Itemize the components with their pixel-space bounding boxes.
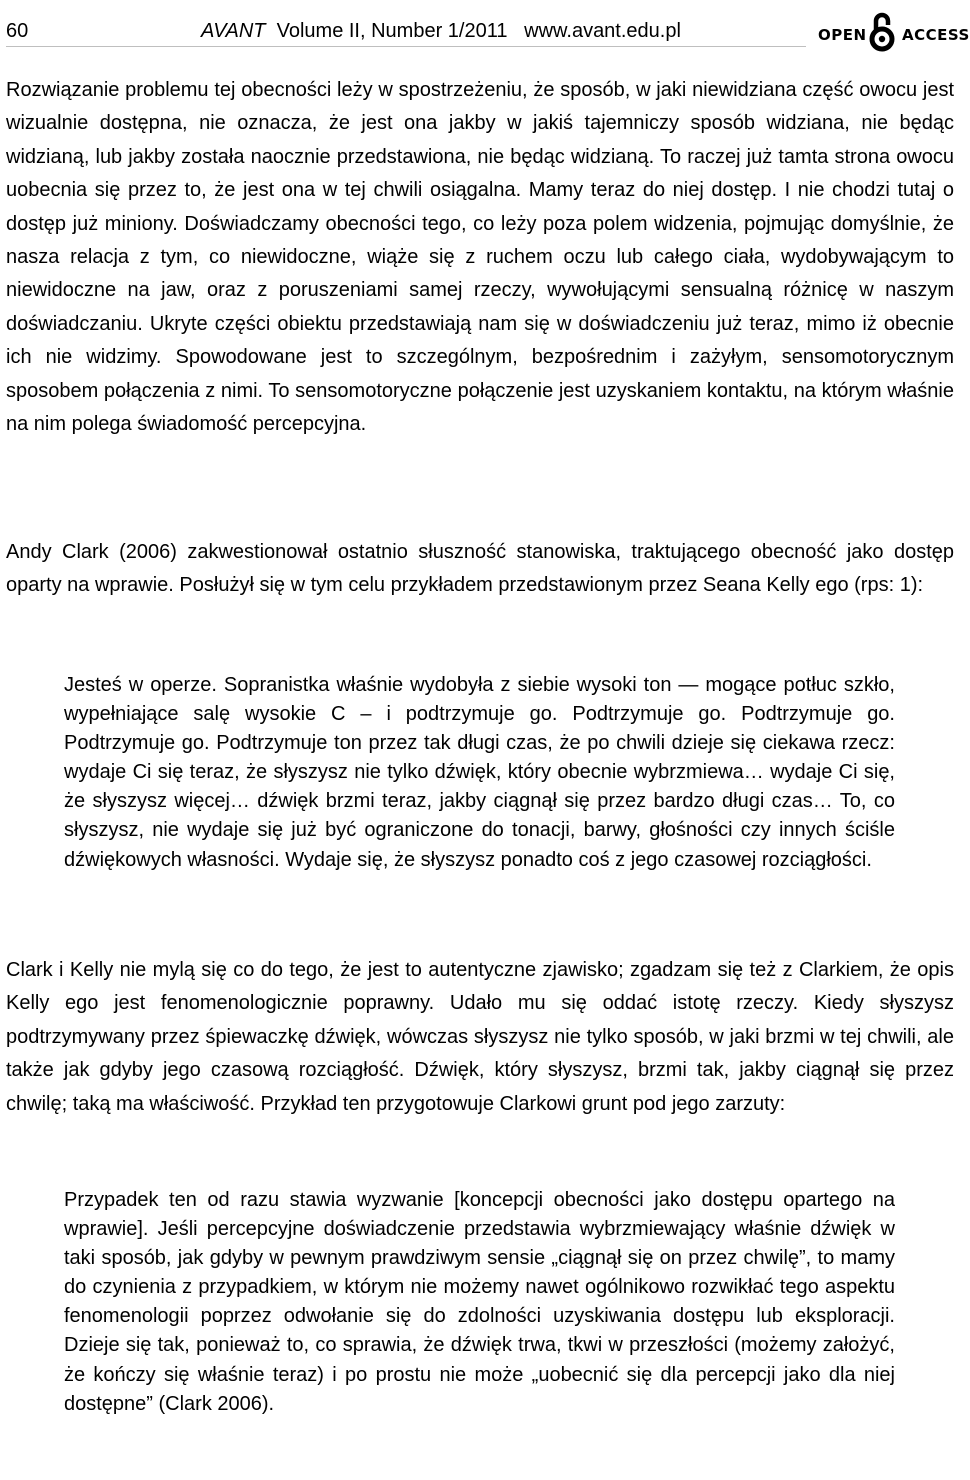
header-divider bbox=[6, 46, 806, 47]
block-quote-2: Przypadek ten od razu stawia wyzwanie [koncepcji obecności jako dostępu opartego na wprawie]. Jeśli percepcyjne doświadczenie przedstawia wybrzmiewający właśnie dźwięk w taki sposób, jak gdyby w pewnym prawdziwym sensie „ciągnął się on przez chwilę”, to mamy do czynienia z przypadkiem, w którym nie możemy nawet ogólnikowo rozwikłać tego aspektu fenomenologii poprzez odwołanie się do zdolności uzyskiwania dostępu lub eksploracji. Dzieje się tak, ponieważ to, co sprawia, że dźwięk trwa, tkwi w przeszłości (możemy założyć, że kończy się właśnie teraz) i po prostu nie może „uobecnić się dla percepcji jako dla niej dostępne” (Clark 2006). bbox=[64, 1189, 895, 1415]
open-access-logo bbox=[818, 12, 970, 52]
volume-info: Volume II, Number 1/2011 bbox=[276, 20, 508, 42]
open-access-left-text: OPEN bbox=[818, 26, 867, 44]
journal-info bbox=[201, 20, 681, 43]
open-access-right-text: ACCESS bbox=[902, 26, 970, 44]
journal-name: AVANT bbox=[201, 20, 266, 42]
page-header bbox=[6, 18, 970, 52]
body-paragraph-1: Rozwiązanie problemu tej obecności leży w spostrzeżeniu, że sposób, w jaki niewidziana część owocu jest wizualnie dostępna, nie oznacza, że jest ona jakby w jakiś tajemniczy sposób widziana, nie będąc widzianą, lub jakby została naocznie przedstawiona, nie będąc widzianą. To raczej już tamta strona owocu uobecnia się przez to, że jest ona w tej chwili osiągalna. Mamy teraz do niej dostęp. I nie chodzi tutaj o dostęp już miniony. Doświadczamy obecności tego, co leży poza polem widzenia, pojmując domyślnie, że nasza relacja z tym, co niewidoczne, wiąże się z ruchem oczu lub całego ciała, wydobywającym to niewidoczne na jaw, oraz z poruszeniami samej rzeczy, wywołującymi sensualną różnicę w naszym doświadczaniu. Ukryte części obiektu przedstawiają nam się w doświadczeniu już teraz, mimo iż obecnie ich nie widzimy. Spowodowane jest to szczególnym, bezpośrednim i zażyłym, sensomotorycznym sposobem połączenia z nimi. To sensomotoryczne połączenie jest uzyskaniem kontaktu, na którym właśnie na nim polega świadomość percepcyjna. bbox=[6, 79, 954, 436]
body-paragraph-3: Clark i Kelly nie mylą się co do tego, że jest to autentyczne zjawisko; zgadzam się też z Clarkiem, że opis Kelly ego jest fenomenologicznie poprawny. Udało mu się oddać istotę rzeczy. Kiedy słyszysz podtrzymywany przez śpiewaczkę dźwięk, wówczas słyszysz nie tylko sposób, w jaki brzmi w tej chwili, ale także jak gdyby jego czasową rozciągłość. Dźwięk, który słyszysz, brzmi tak, jakby ciągnął się przez chwilę; taką ma właściwość. Przykład ten przygotowuje Clarkowi grunt pod jego zarzuty: bbox=[6, 959, 954, 1115]
page-number: 60 bbox=[6, 20, 29, 42]
website-link[interactable]: www.avant.edu.pl bbox=[524, 20, 681, 42]
open-access-lock-icon bbox=[868, 12, 896, 52]
block-quote-1: Jesteś w operze. Sopranistka właśnie wydobyła z siebie wysoki ton — mogące potłuc szkło, wypełniające salę wysokie C – i podtrzymuje go. Podtrzymuje go. Podtrzymuje go. Podtrzymuje go. Podtrzymuje ton przez tak długi czas, że po chwili dzieje się ciekawa rzecz: wydaje Ci się teraz, że słyszysz nie tylko dźwięk, który obecnie wybrzmiewa… wydaje Ci się, że słyszysz więcej… dźwięk brzmi teraz, jakby ciągnął się przez bardzo długi czas… To, co słyszysz, nie wydaje się już być ograniczone do tonacji, barwy, głośności czy innych ściśle dźwiękowych własności. Wydaje się, że słyszysz ponadto coś z jego czasowej rozciągłości. bbox=[64, 674, 895, 871]
body-paragraph-2: Andy Clark (2006) zakwestionował ostatnio słuszność stanowiska, traktującego obecność jako dostęp oparty na wprawie. Posłużył się w tym celu przykładem przedstawionym przez Seana Kelly ego (rps: 1): bbox=[6, 541, 954, 597]
